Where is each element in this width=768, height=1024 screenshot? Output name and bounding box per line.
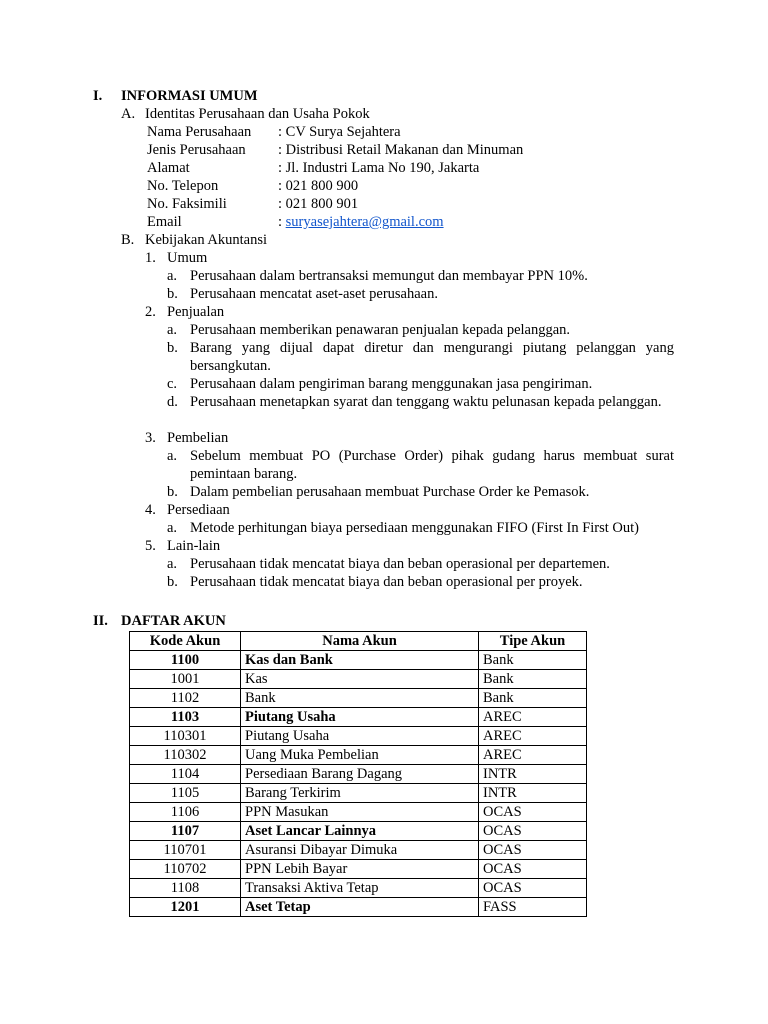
cell-kode-akun: 1106	[130, 803, 241, 822]
cell-kode-akun: 1001	[130, 670, 241, 689]
cell-kode-akun: 1105	[130, 784, 241, 803]
header-kode-akun: Kode Akun	[130, 632, 241, 651]
policy-item-text: Perusahaan menetapkan syarat dan tenggang waktu pelunasan kepada pelanggan.	[190, 394, 662, 410]
policy-item-marker: a.	[167, 448, 178, 464]
policy-item-marker: c.	[167, 376, 178, 392]
identity-label: Email	[147, 214, 182, 230]
cell-tipe-akun: INTR	[479, 784, 587, 803]
policy-item-marker: b.	[167, 484, 178, 500]
identity-value-prefix: :	[278, 214, 286, 230]
policy-group-title: Persediaan	[167, 502, 230, 518]
email-link[interactable]: suryasejahtera@gmail.com	[285, 214, 444, 230]
policy-group-number: 3.	[145, 430, 156, 446]
cell-kode-akun: 1108	[130, 879, 241, 898]
cell-kode-akun: 110702	[130, 860, 241, 879]
cell-nama-akun: Barang Terkirim	[241, 784, 479, 803]
cell-nama-akun: PPN Lebih Bayar	[241, 860, 479, 879]
table-row	[130, 784, 587, 803]
table-row	[130, 689, 587, 708]
cell-nama-akun: Transaksi Aktiva Tetap	[241, 879, 479, 898]
table-row	[130, 822, 587, 841]
cell-tipe-akun: OCAS	[479, 822, 587, 841]
section-1-title: INFORMASI UMUM	[121, 88, 258, 104]
policy-group-number: 4.	[145, 502, 156, 518]
cell-nama-akun: Uang Muka Pembelian	[241, 746, 479, 765]
policy-item-marker: d.	[167, 394, 178, 410]
cell-tipe-akun: FASS	[479, 898, 587, 917]
table-row	[130, 727, 587, 746]
policy-group-number: 5.	[145, 538, 156, 554]
table-row	[130, 860, 587, 879]
cell-kode-akun: 110302	[130, 746, 241, 765]
identity-value: : CV Surya Sejahtera	[278, 124, 401, 140]
header-nama-akun: Nama Akun	[241, 632, 479, 651]
policy-item-marker: b.	[167, 286, 178, 302]
cell-tipe-akun: Bank	[479, 651, 587, 670]
policy-item-text: Dalam pembelian perusahaan membuat Purchase Order ke Pemasok.	[190, 484, 590, 500]
section-1-number: I.	[93, 88, 103, 104]
table-row	[130, 803, 587, 822]
table-row	[130, 765, 587, 784]
table-row	[130, 746, 587, 765]
policy-item-text: Perusahaan memberikan penawaran penjualan kepada pelanggan.	[190, 322, 571, 338]
table-row	[130, 670, 587, 689]
table-row	[130, 879, 587, 898]
policy-group-title: Pembelian	[167, 430, 229, 446]
cell-tipe-akun: AREC	[479, 708, 587, 727]
policy-group-number: 2.	[145, 304, 156, 320]
cell-tipe-akun: OCAS	[479, 841, 587, 860]
cell-nama-akun: PPN Masukan	[241, 803, 479, 822]
policy-item-text: Sebelum membuat PO (Purchase Order) pihak gudang harus membuat surat pemintaan barang.	[190, 448, 674, 482]
cell-nama-akun: Asuransi Dibayar Dimuka	[241, 841, 479, 860]
policy-item-text: Perusahaan tidak mencatat biaya dan beban operasional per proyek.	[190, 574, 583, 590]
policy-item-text: Perusahaan dalam pengiriman barang menggunakan jasa pengiriman.	[190, 376, 593, 392]
identity-label: Jenis Perusahaan	[147, 142, 246, 158]
subsection-b-title: Kebijakan Akuntansi	[145, 232, 268, 248]
identity-label: Nama Perusahaan	[147, 124, 252, 140]
identity-value: : 021 800 901	[278, 196, 359, 212]
policy-item-text: Perusahaan mencatat aset-aset perusahaan.	[190, 286, 438, 302]
table-row	[130, 841, 587, 860]
subsection-a-title: Identitas Perusahaan dan Usaha Pokok	[145, 106, 370, 122]
table-row	[130, 651, 587, 670]
section-2-title: DAFTAR AKUN	[121, 613, 226, 629]
policy-item-marker: a.	[167, 322, 178, 338]
cell-tipe-akun: Bank	[479, 670, 587, 689]
policy-item-marker: a.	[167, 556, 178, 572]
policy-item-marker: b.	[167, 574, 178, 590]
policy-group-title: Lain-lain	[167, 538, 221, 554]
cell-tipe-akun: AREC	[479, 746, 587, 765]
identity-label: Alamat	[147, 160, 190, 176]
cell-nama-akun: Aset Lancar Lainnya	[241, 822, 479, 841]
identity-email-value	[278, 213, 444, 231]
identity-value: : 021 800 900	[278, 178, 359, 194]
account-table-header	[130, 632, 587, 651]
cell-kode-akun: 1201	[130, 898, 241, 917]
subsection-b-marker: B.	[121, 232, 135, 248]
policy-group-title: Umum	[167, 250, 208, 266]
identity-value: : Jl. Industri Lama No 190, Jakarta	[278, 160, 480, 176]
cell-kode-akun: 1107	[130, 822, 241, 841]
cell-kode-akun: 1102	[130, 689, 241, 708]
cell-kode-akun: 1103	[130, 708, 241, 727]
cell-kode-akun: 110701	[130, 841, 241, 860]
cell-nama-akun: Piutang Usaha	[241, 708, 479, 727]
cell-kode-akun: 1104	[130, 765, 241, 784]
account-table	[129, 631, 587, 917]
subsection-a-marker: A.	[121, 106, 136, 122]
cell-nama-akun: Aset Tetap	[241, 898, 479, 917]
cell-nama-akun: Kas	[241, 670, 479, 689]
table-row	[130, 898, 587, 917]
identity-label: No. Telepon	[147, 178, 219, 194]
header-tipe-akun: Tipe Akun	[479, 632, 587, 651]
policy-item-text: Metode perhitungan biaya persediaan menggunakan FIFO (First In First Out)	[190, 520, 640, 536]
policy-item-marker: a.	[167, 520, 178, 536]
cell-nama-akun: Kas dan Bank	[241, 651, 479, 670]
policy-item-marker: a.	[167, 268, 178, 284]
cell-tipe-akun: OCAS	[479, 803, 587, 822]
cell-kode-akun: 110301	[130, 727, 241, 746]
identity-label: No. Faksimili	[147, 196, 227, 212]
cell-nama-akun: Bank	[241, 689, 479, 708]
section-2-number: II.	[93, 613, 108, 629]
cell-tipe-akun: OCAS	[479, 860, 587, 879]
cell-nama-akun: Persediaan Barang Dagang	[241, 765, 479, 784]
policy-group-number: 1.	[145, 250, 156, 266]
policy-item-marker: b.	[167, 340, 178, 356]
cell-tipe-akun: OCAS	[479, 879, 587, 898]
cell-tipe-akun: AREC	[479, 727, 587, 746]
table-row	[130, 708, 587, 727]
cell-nama-akun: Piutang Usaha	[241, 727, 479, 746]
policy-group-title: Penjualan	[167, 304, 225, 320]
cell-tipe-akun: Bank	[479, 689, 587, 708]
cell-kode-akun: 1100	[130, 651, 241, 670]
policy-item-text: Perusahaan dalam bertransaksi memungut dan membayar PPN 10%.	[190, 268, 588, 284]
policy-item-text: Perusahaan tidak mencatat biaya dan beban operasional per departemen.	[190, 556, 610, 572]
cell-tipe-akun: INTR	[479, 765, 587, 784]
identity-value: : Distribusi Retail Makanan dan Minuman	[278, 142, 524, 158]
policy-item-text: Barang yang dijual dapat diretur dan mengurangi piutang pelanggan yang bersangkutan.	[190, 340, 674, 374]
